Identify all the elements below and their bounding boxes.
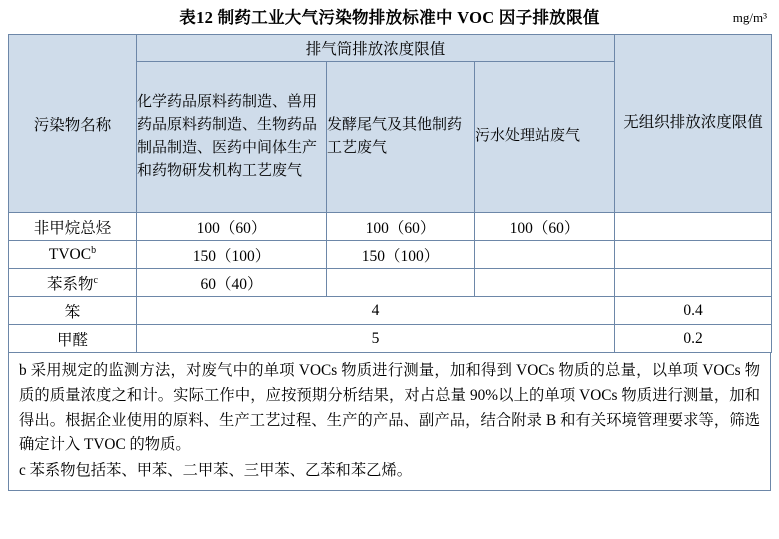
header-exhaust-group: 排气筒排放浓度限值	[137, 35, 615, 62]
header-pollutant-name: 污染物名称	[9, 35, 137, 213]
cell-benzene-series-fugitive	[615, 269, 772, 297]
page-title: 表12 制药工业大气污染物排放标准中 VOC 因子排放限值	[179, 8, 600, 27]
header-exhaust-col-3: 污水处理站废气	[475, 62, 615, 213]
table-row	[9, 325, 772, 353]
table-notes	[8, 353, 771, 491]
cell-nmhc-c2: 100（60）	[327, 213, 475, 241]
table-row	[9, 297, 772, 325]
table-row	[9, 269, 772, 297]
cell-tvoc-c3	[475, 241, 615, 269]
row-label-superscript: b	[91, 244, 97, 256]
header-fugitive-limit: 无组织排放浓度限值	[615, 35, 772, 213]
row-label-text: 甲醛	[56, 331, 88, 349]
note-b: b 采用规定的监测方法，对废气中的单项 VOCs 物质进行测量，加和得到 VOCs 物质的总量，以单项 VOCs 物质的质量浓度之和计。实际工作中，应按预期分析结果，对占总量 90%以上的单项 VOCs 物质进行测量，加和得出。根据企业使用的原料、生产工艺过程、生产的产品、副产品，结合附录 B 和有关环境管理要求等，筛选确定计入 TVOC 的物质。	[19, 362, 760, 454]
cell-formaldehyde-exhaust: 5	[137, 325, 615, 353]
cell-benzene-exhaust: 4	[137, 297, 615, 325]
cell-benzene-fugitive: 0.4	[615, 297, 772, 325]
row-label-tvoc	[9, 241, 137, 269]
cell-nmhc-c1: 100（60）	[137, 213, 327, 241]
note-c: c 苯系物包括苯、甲苯、二甲苯、三甲苯、乙苯和苯乙烯。	[19, 462, 413, 480]
row-label-benzene	[9, 297, 137, 325]
unit-label: mg/m³	[732, 10, 767, 25]
row-label-benzene-series	[9, 269, 137, 297]
cell-benzene-series-c2	[327, 269, 475, 297]
cell-nmhc-c3: 100（60）	[475, 213, 615, 241]
cell-tvoc-fugitive	[615, 241, 772, 269]
row-label-text: 非甲烷总烃	[33, 219, 112, 237]
header-exhaust-col-2: 发酵尾气及其他制药工艺废气	[327, 62, 475, 213]
emission-limits-table	[8, 34, 772, 353]
row-label-nmhc	[9, 213, 137, 241]
title-row	[8, 6, 771, 30]
header-exhaust-col-1: 化学药品原料药制造、兽用药品原料药制造、生物药品制品制造、医药中间体生产和药物研发机构工艺废气	[137, 62, 327, 213]
cell-formaldehyde-fugitive: 0.2	[615, 325, 772, 353]
cell-benzene-series-c1: 60（40）	[137, 269, 327, 297]
cell-nmhc-fugitive	[615, 213, 772, 241]
row-label-text: 笨	[64, 303, 81, 321]
row-label-text: 苯系物	[47, 275, 94, 293]
row-label-formaldehyde	[9, 325, 137, 353]
table-header	[9, 35, 772, 213]
table-row	[9, 241, 772, 269]
table-body	[9, 213, 772, 353]
cell-benzene-series-c3	[475, 269, 615, 297]
row-label-text: TVOC	[48, 245, 92, 263]
row-label-superscript: c	[93, 274, 98, 286]
cell-tvoc-c2: 150（100）	[327, 241, 475, 269]
table-row	[9, 213, 772, 241]
cell-tvoc-c1: 150（100）	[137, 241, 327, 269]
